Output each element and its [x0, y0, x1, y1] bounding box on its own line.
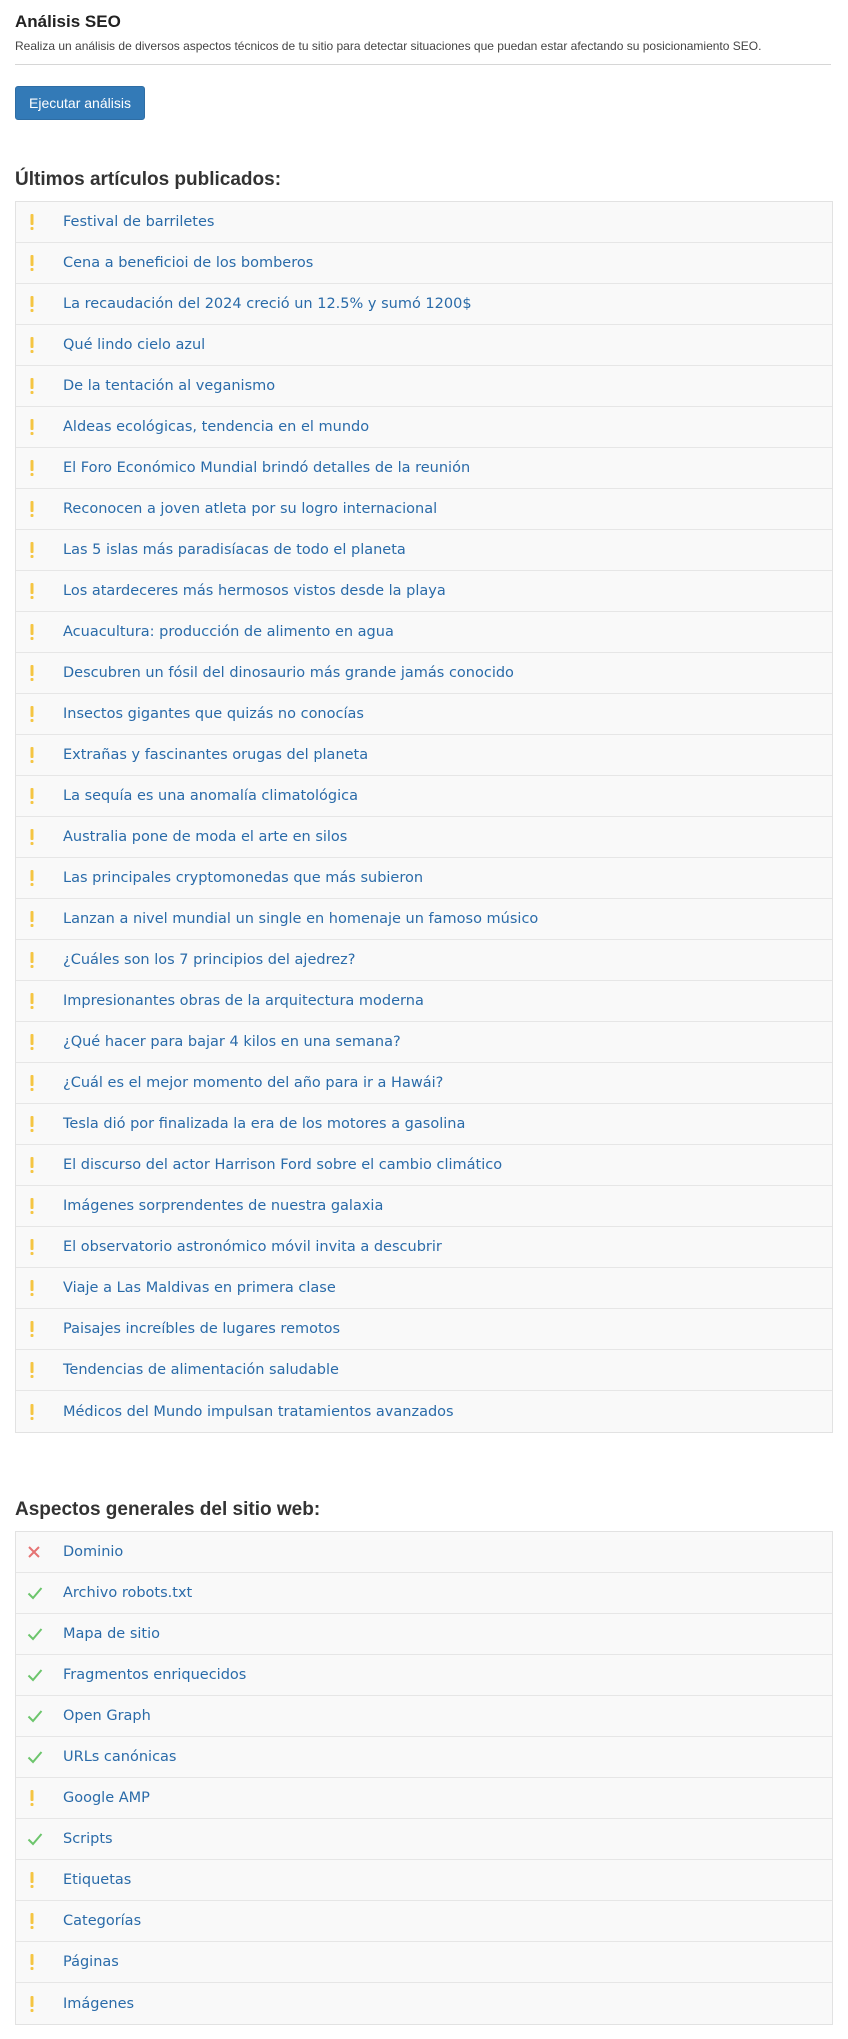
warning-icon — [27, 376, 53, 396]
general-aspect-item-link[interactable]: Fragmentos enriquecidos — [63, 1667, 247, 1683]
article-item-link[interactable]: La sequía es una anomalía climatológica — [63, 788, 359, 804]
article-item-link[interactable]: Cena a beneficioi de los bomberos — [63, 255, 314, 271]
page-description: Realiza un análisis de diversos aspectos técnicos de tu sitio para detectar situaciones que puedan estar afectando su posicionamiento SEO. — [15, 39, 762, 53]
articles-section-title: Últimos artículos publicados: — [15, 169, 282, 190]
general-aspect-item-link[interactable]: Archivo robots.txt — [63, 1585, 193, 1601]
general-aspect-item-link[interactable]: Scripts — [63, 1831, 113, 1847]
article-item-link[interactable]: ¿Cuáles son los 7 principios del ajedrez? — [63, 952, 356, 968]
article-item — [16, 489, 832, 530]
article-item — [16, 1104, 832, 1145]
check-icon — [27, 1624, 53, 1644]
article-item — [16, 653, 832, 694]
article-item — [16, 243, 832, 284]
article-item-link[interactable]: Imágenes sorprendentes de nuestra galaxia — [63, 1198, 384, 1214]
article-item — [16, 694, 832, 735]
warning-icon — [27, 745, 53, 765]
warning-icon — [27, 1911, 53, 1931]
warning-icon — [27, 1319, 53, 1339]
general-aspect-item-link[interactable]: Google AMP — [63, 1790, 150, 1806]
warning-icon — [27, 950, 53, 970]
warning-icon — [27, 458, 53, 478]
warning-icon — [27, 1155, 53, 1175]
general-aspect-item — [16, 1942, 832, 1983]
check-icon — [27, 1747, 53, 1767]
article-item-link[interactable]: Australia pone de moda el arte en silos — [63, 829, 348, 845]
article-item — [16, 284, 832, 325]
article-item-link[interactable]: El Foro Económico Mundial brindó detalles de la reunión — [63, 460, 471, 476]
general-aspect-item-link[interactable]: URLs canónicas — [63, 1749, 177, 1765]
article-item — [16, 571, 832, 612]
article-item-link[interactable]: ¿Qué hacer para bajar 4 kilos en una semana? — [63, 1034, 401, 1050]
article-item-link[interactable]: Impresionantes obras de la arquitectura moderna — [63, 993, 424, 1009]
article-item-link[interactable]: El observatorio astronómico móvil invita a descubrir — [63, 1239, 442, 1255]
general-aspect-item-link[interactable]: Dominio — [63, 1544, 124, 1560]
article-item-link[interactable]: Médicos del Mundo impulsan tratamientos avanzados — [63, 1403, 454, 1420]
warning-icon — [27, 1952, 53, 1972]
check-icon — [27, 1829, 53, 1849]
general-aspect-item-link[interactable]: Categorías — [63, 1913, 142, 1929]
article-item-link[interactable]: El discurso del actor Harrison Ford sobre el cambio climático — [63, 1157, 503, 1173]
article-item-link[interactable]: Acuacultura: producción de alimento en agua — [63, 624, 394, 640]
article-item-link[interactable]: Qué lindo cielo azul — [63, 337, 206, 353]
warning-icon — [27, 253, 53, 273]
warning-icon — [27, 499, 53, 519]
general-aspect-item — [16, 1778, 832, 1819]
article-item — [16, 1268, 832, 1309]
warning-icon — [27, 909, 53, 929]
check-icon — [27, 1583, 53, 1603]
run-analysis-button[interactable]: Ejecutar análisis — [15, 86, 145, 120]
warning-icon — [27, 581, 53, 601]
article-item-link[interactable]: Las 5 islas más paradisíacas de todo el planeta — [63, 542, 406, 558]
warning-icon — [27, 622, 53, 642]
article-item — [16, 899, 832, 940]
warning-icon — [27, 417, 53, 437]
general-aspect-item — [16, 1819, 832, 1860]
article-item — [16, 858, 832, 899]
article-item-link[interactable]: Las principales cryptomonedas que más subieron — [63, 870, 424, 886]
article-item — [16, 1063, 832, 1104]
article-item — [16, 735, 832, 776]
general-aspect-item — [16, 1614, 832, 1655]
warning-icon — [27, 294, 53, 314]
warning-icon — [27, 1032, 53, 1052]
general-aspect-item — [16, 1860, 832, 1901]
warning-icon — [27, 868, 53, 888]
general-aspect-item-link[interactable]: Imágenes — [63, 1995, 135, 2012]
general-aspect-item — [16, 1737, 832, 1778]
general-aspect-item — [16, 1655, 832, 1696]
article-item — [16, 1391, 832, 1432]
general-aspect-item-link[interactable]: Mapa de sitio — [63, 1626, 160, 1642]
article-item-link[interactable]: La recaudación del 2024 creció un 12.5% y sumó 1200$ — [63, 296, 472, 312]
general-aspect-item-link[interactable]: Open Graph — [63, 1708, 151, 1724]
general-aspect-item — [16, 1696, 832, 1737]
warning-icon — [27, 1278, 53, 1298]
article-item-link[interactable]: Descubren un fósil del dinosaurio más grande jamás conocido — [63, 665, 514, 681]
divider — [15, 64, 831, 65]
article-item — [16, 981, 832, 1022]
warning-icon — [27, 1360, 53, 1380]
warning-icon — [27, 1114, 53, 1134]
article-item — [16, 817, 832, 858]
article-item — [16, 1022, 832, 1063]
article-item — [16, 325, 832, 366]
article-item-link[interactable]: ¿Cuál es el mejor momento del año para ir a Hawái? — [63, 1075, 444, 1091]
general-aspect-item-link[interactable]: Etiquetas — [63, 1872, 132, 1888]
warning-icon — [27, 663, 53, 683]
page-title: Análisis SEO — [15, 12, 121, 31]
general-aspect-item — [16, 1532, 832, 1573]
warning-icon — [27, 1196, 53, 1216]
article-item-link[interactable]: Insectos gigantes que quizás no conocías — [63, 706, 364, 722]
article-item — [16, 530, 832, 571]
article-item — [16, 407, 832, 448]
article-item — [16, 1309, 832, 1350]
warning-icon — [27, 212, 53, 232]
warning-icon — [27, 335, 53, 355]
check-icon — [27, 1665, 53, 1685]
general-aspect-item-link[interactable]: Páginas — [63, 1954, 119, 1970]
article-item-link[interactable]: Extrañas y fascinantes orugas del planeta — [63, 747, 369, 763]
article-item-link[interactable]: Lanzan a nivel mundial un single en homenaje un famoso músico — [63, 911, 539, 927]
general-aspect-item — [16, 1573, 832, 1614]
general-aspect-item — [16, 1983, 832, 2024]
general-section-title: Aspectos generales del sitio web: — [15, 1499, 321, 1520]
article-item-link[interactable]: Reconocen a joven atleta por su logro internacional — [63, 501, 438, 517]
article-item — [16, 940, 832, 981]
article-item — [16, 1227, 832, 1268]
cross-icon — [27, 1542, 53, 1562]
article-item-link[interactable]: Viaje a Las Maldivas en primera clase — [63, 1280, 336, 1296]
warning-icon — [27, 991, 53, 1011]
article-item-link[interactable]: Festival de barriletes — [63, 214, 215, 230]
article-item — [16, 1350, 832, 1391]
article-item-link[interactable]: Tendencias de alimentación saludable — [63, 1362, 339, 1378]
article-item — [16, 1186, 832, 1227]
article-item — [16, 1145, 832, 1186]
warning-icon — [27, 1994, 53, 2014]
article-item-link[interactable]: Tesla dió por finalizada la era de los motores a gasolina — [63, 1116, 466, 1132]
article-item — [16, 448, 832, 489]
article-item — [16, 612, 832, 653]
article-item-link[interactable]: De la tentación al veganismo — [63, 378, 276, 394]
general-aspect-item — [16, 1901, 832, 1942]
article-item-link[interactable]: Aldeas ecológicas, tendencia en el mundo — [63, 419, 370, 435]
general-aspects-list — [15, 1531, 833, 2025]
warning-icon — [27, 704, 53, 724]
warning-icon — [27, 540, 53, 560]
article-item — [16, 776, 832, 817]
warning-icon — [27, 1788, 53, 1808]
articles-list — [15, 201, 833, 1433]
check-icon — [27, 1706, 53, 1726]
warning-icon — [27, 827, 53, 847]
article-item-link[interactable]: Los atardeceres más hermosos vistos desde la playa — [63, 583, 446, 599]
warning-icon — [27, 1402, 53, 1422]
warning-icon — [27, 786, 53, 806]
article-item-link[interactable]: Paisajes increíbles de lugares remotos — [63, 1321, 341, 1337]
article-item — [16, 366, 832, 407]
warning-icon — [27, 1237, 53, 1257]
warning-icon — [27, 1870, 53, 1890]
article-item — [16, 202, 832, 243]
warning-icon — [27, 1073, 53, 1093]
